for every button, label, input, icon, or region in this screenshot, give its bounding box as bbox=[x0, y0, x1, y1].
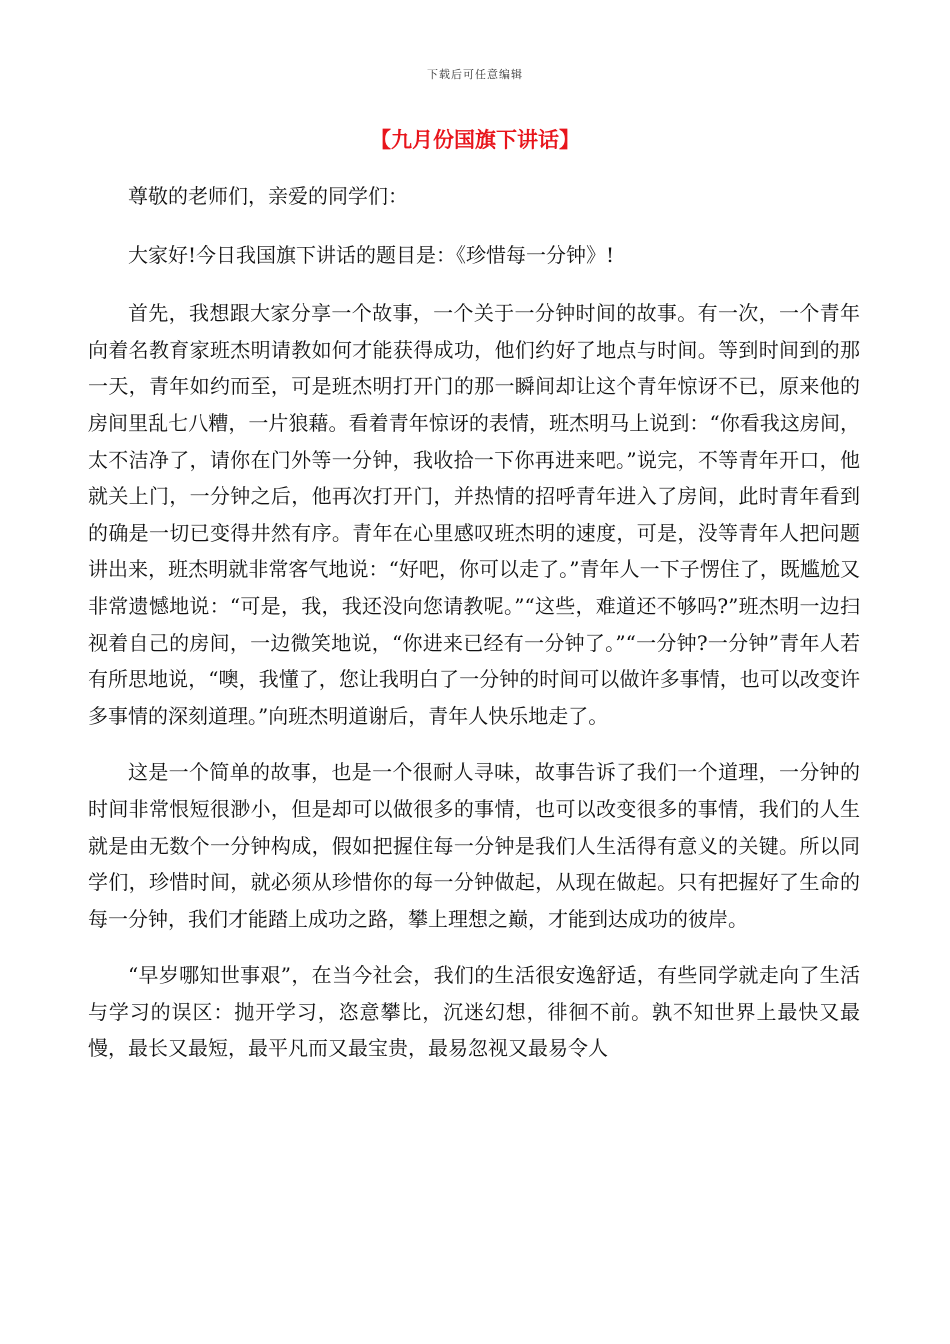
closing-paragraph: “早岁哪知世事艰”，在当今社会，我们的生活很安逸舒适，有些同学就走向了生活与学习的误区：抛开学习，恣意攀比，沉迷幻想，徘徊不前。孰不知世界上最快又最慢，最长又最短，最平凡而又最宝贵，最易忽视又最易令人 bbox=[88, 963, 860, 1061]
header-note: 下载后可任意编辑 bbox=[427, 68, 523, 81]
story-paragraph: 首先，我想跟大家分享一个故事，一个关于一分钟时间的故事。有一次，一个青年向着名教育家班杰明请教如何才能获得成功，他们约好了地点与时间。等到时间到的那一天，青年如约而至，可是班杰明打开门的那一瞬间却让这个青年惊讶不已，原来他的房间里乱七八糟，一片狼藉。看着青年惊讶的表情，班杰明马上说到：“你看我这房间，太不洁净了，请你在门外等一分钟，我收拾一下你再进来吧。”说完，不等青年开口，他就关上门，一分钟之后，他再次打开门，并热情的招呼青年进入了房间，此时青年看到的确是一切已变得井然有序。青年在心里感叹班杰明的速度，可是，没等青年人把问题讲出来，班杰明就非常客气地说：“好吧，你可以走了。”青年人一下子愣住了，既尴尬又非常遗憾地说：“可是，我，我还没向您请教呢。”“这些，难道还不够吗?”班杰明一边扫视着自己的房间，一边微笑地说，“你进来已经有一分钟了。”“一分钟?一分钟”青年人若有所思地说，“噢，我懂了，您让我明白了一分钟的时间可以做许多事情，也可以改变许多事情的深刻道理。”向班杰明道谢后，青年人快乐地走了。 bbox=[88, 301, 860, 728]
document-body bbox=[88, 178, 860, 1087]
greeting-paragraph: 尊敬的老师们，亲爱的同学们： bbox=[128, 184, 408, 208]
lesson-paragraph: 这是一个简单的故事，也是一个很耐人寻味，故事告诉了我们一个道理，一分钟的时间非常恨短很渺小，但是却可以做很多的事情，也可以改变很多的事情，我们的人生就是由无数个一分钟构成，假如把握住每一分钟是我们人生活得有意义的关键。所以同学们，珍惜时间，就必须从珍惜你的每一分钟做起，从现在做起。只有把握好了生命的每一分钟，我们才能踏上成功之路，攀上理想之巅，才能到达成功的彼岸。 bbox=[88, 760, 860, 931]
document-title: 【九月份国旗下讲话】 bbox=[370, 127, 580, 152]
topic-paragraph: 大家好!今日我国旗下讲话的题目是：《珍惜每一分钟》! bbox=[128, 242, 615, 267]
